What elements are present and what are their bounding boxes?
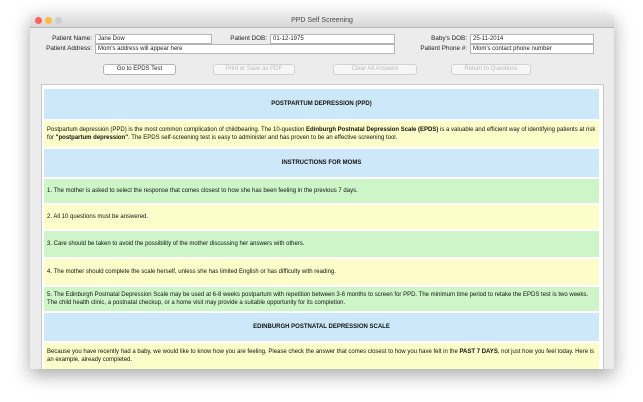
close-window-button[interactable] (35, 17, 42, 24)
patient-address-field[interactable]: Mom's address will appear here (95, 44, 395, 54)
instructions-heading: INSTRUCTIONS FOR MOMS (44, 149, 599, 177)
patient-name-label: Patient Name: (52, 35, 92, 42)
content-panel (41, 84, 604, 369)
app-window (30, 14, 614, 369)
instruction-item-4: 4. The mother should complete the scale herself, unless she has limited English or has difficulty with reading. (44, 259, 599, 285)
epds-intro-paragraph (44, 343, 599, 369)
patient-phone-label: Patient Phone #: (420, 45, 467, 52)
epds-heading: EDINBURGH POSTNATAL DEPRESSION SCALE (44, 313, 599, 341)
patient-dob-label: Patient DOB: (230, 35, 267, 42)
title-bar (30, 14, 614, 28)
instruction-item-2: 2. All 10 questions must be answered. (44, 205, 599, 229)
patient-phone-field[interactable]: Mom's contact phone number (470, 44, 594, 54)
intro-paragraph (44, 121, 599, 147)
instruction-item-1: 1. The mother is asked to select the response that comes closest to how she has been feeling in the previous 7 days. (44, 179, 599, 203)
minimize-window-button[interactable] (45, 17, 52, 24)
instruction-item-5: 5. The Edinburgh Postnatal Depression Scale may be used at 6-8 weeks postpartum with repetition between 3-6 months to screen for PPD. The minimum time period to retake the EPDS test is two weeks. The child health clinic, a postnatal checkup, or a home visit may provide a suitable opportunity for its completion. (44, 287, 599, 311)
patient-dob-field[interactable]: 01-12-1975 (270, 34, 395, 44)
patient-name-field[interactable]: Jane Dow (95, 34, 212, 44)
instruction-item-3: 3. Care should be taken to avoid the possibility of the mother discussing her answers with others. (44, 231, 599, 257)
window-title: PPD Self Screening (291, 17, 353, 24)
maximize-window-button[interactable] (55, 17, 62, 24)
clear-answers-button[interactable]: Clear All Answers (333, 64, 417, 75)
baby-dob-field[interactable]: 25-11-2014 (470, 34, 594, 44)
go-to-epds-button[interactable]: Go to EPDS Test (103, 64, 176, 75)
ppd-heading: POSTPARTUM DEPRESSION (PPD) (44, 89, 599, 119)
baby-dob-label: Baby's DOB: (431, 35, 467, 42)
intro-text: Postpartum depression (PPD) is the most common complication of childbearing. The 10-question Edinburgh Postnatal Depression Scale (EPDS) is a valuable and efficient way of identifying patients at risk for "postpartum depression". The EPDS self-screening test is easy to administer and has proven to be an effective screening tool. (47, 127, 596, 141)
print-save-pdf-button[interactable]: Print or Save as PDF (213, 64, 295, 75)
epds-intro-text: Because you have recently had a baby, we would like to know how you are feeling. Please check the answer that comes closest to how you have felt in the PAST 7 DAYS, not just how you feel today. Here is an example, already completed. (47, 349, 595, 363)
patient-address-label: Patient Address: (46, 45, 92, 52)
return-to-questions-button[interactable]: Return to Questions (451, 64, 531, 75)
